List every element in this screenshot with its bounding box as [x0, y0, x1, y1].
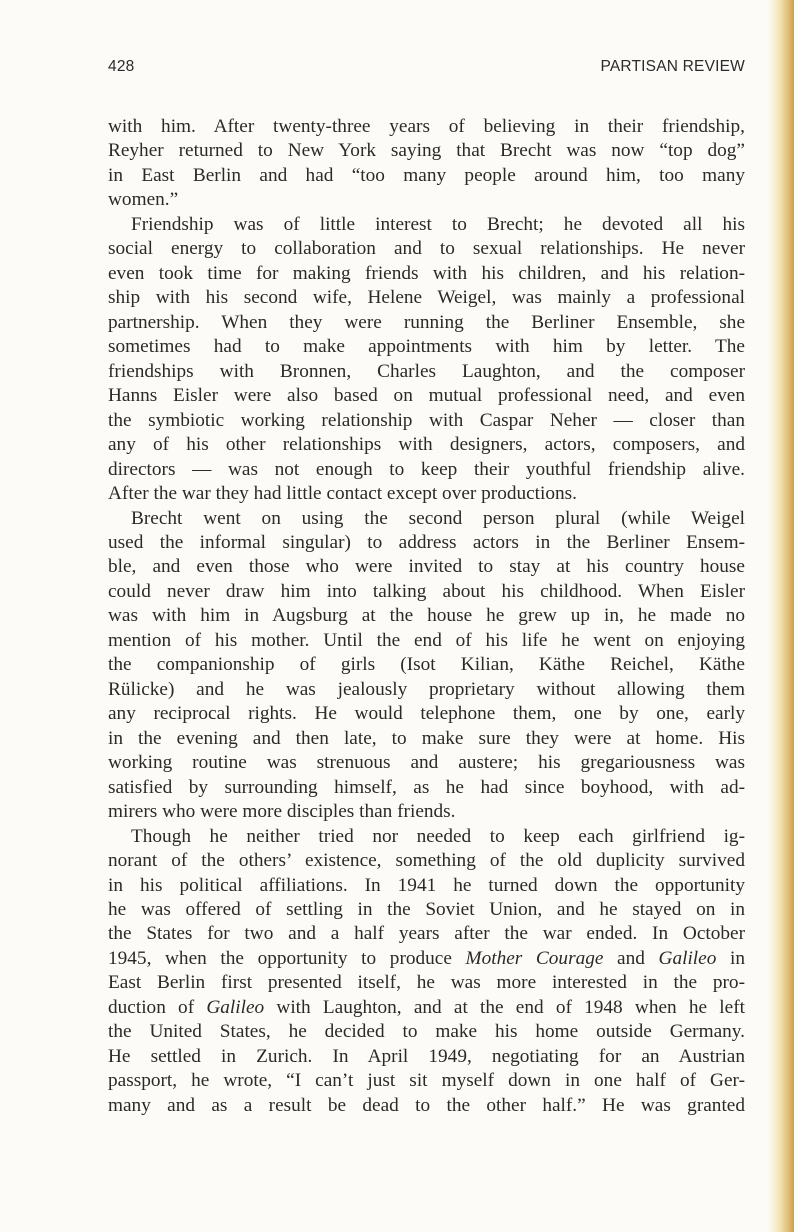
text-line: [108, 776, 745, 800]
text-line: [108, 311, 745, 335]
text-line: [108, 115, 745, 139]
text-run: 1945, when the opportunity to produce: [108, 947, 466, 969]
italic-title: Galileo: [658, 947, 717, 969]
text-line: [108, 629, 745, 653]
running-title: PARTISAN REVIEW: [600, 58, 745, 75]
text-line: [108, 458, 745, 482]
text-line: [108, 1045, 745, 1069]
text-run: in the evening and then late, to make sure they were at home. His: [108, 727, 745, 749]
text-line: [108, 874, 745, 898]
paragraph: [108, 115, 745, 213]
text-run: duction of: [108, 996, 207, 1018]
text-run: in his political affiliations. In 1941 he turned down the opportunity: [108, 874, 745, 896]
text-line: [108, 286, 745, 310]
text-line: [108, 727, 745, 751]
text-line: [108, 825, 745, 849]
text-line: [108, 213, 745, 237]
text-line: [108, 531, 745, 555]
text-run: in East Berlin and had “too many people around him, too many: [108, 164, 745, 186]
text-run: the companionship of girls (Isot Kilian, Käthe Reichel, Käthe: [108, 654, 745, 676]
text-run: social energy to collaboration and to sexual relationships. He never: [108, 238, 745, 260]
text-run: could never draw him into talking about his childhood. When Eisler: [108, 580, 745, 602]
text-line: [108, 409, 745, 433]
text-line: [108, 139, 745, 163]
text-run: was with him in Augsburg at the house he grew up in, he made no: [108, 605, 745, 627]
text-line: [108, 1094, 745, 1118]
text-line: [108, 971, 745, 995]
text-run: and: [603, 947, 659, 969]
text-run: women.”: [108, 189, 179, 211]
text-line: [108, 751, 745, 775]
text-run: used the informal singular) to address actors in the Berliner Ensem-: [108, 531, 745, 553]
text-run: passport, he wrote, “I can’t just sit myself down in one half of Ger-: [108, 1070, 745, 1092]
text-line: [108, 1069, 745, 1093]
text-run: Brecht went on using the second person plural (while Weigel: [131, 507, 745, 529]
text-run: Though he neither tried nor needed to keep each girlfriend ig-: [131, 825, 745, 847]
text-line: [108, 849, 745, 873]
text-line: [108, 482, 745, 506]
text-run: partnership. When they were running the Berliner Ensemble, she: [108, 311, 745, 333]
text-run: the symbiotic working relationship with Caspar Neher — closer than: [108, 409, 745, 431]
text-run: Friendship was of little interest to Brecht; he devoted all his: [131, 213, 745, 235]
text-line: [108, 653, 745, 677]
text-run: friendships with Bronnen, Charles Laughton, and the composer: [108, 360, 745, 382]
text-run: Reyher returned to New York saying that Brecht was now “top dog”: [108, 140, 745, 162]
text-run: any reciprocal rights. He would telephone them, one by one, early: [108, 703, 745, 725]
text-run: Hanns Eisler were also based on mutual professional need, and even: [108, 385, 745, 407]
running-header: [108, 58, 745, 78]
text-run: After the war they had little contact except over productions.: [108, 483, 578, 505]
text-line: [108, 996, 745, 1020]
text-line: [108, 947, 745, 971]
text-line: [108, 237, 745, 261]
text-line: [108, 360, 745, 384]
text-line: [108, 702, 745, 726]
paragraph: [108, 825, 745, 1119]
text-run: sometimes had to make appointments with him by letter. The: [108, 336, 745, 358]
text-run: He settled in Zurich. In April 1949, negotiating for an Austrian: [108, 1045, 745, 1067]
text-run: mirers who were more disciples than friends.: [108, 801, 456, 823]
text-run: any of his other relationships with designers, actors, composers, and: [108, 434, 745, 456]
text-run: ble, and even those who were invited to stay at his country house: [108, 556, 745, 578]
text-run: he was offered of settling in the Soviet Union, and he stayed on in: [108, 899, 745, 920]
italic-title: Galileo: [206, 996, 265, 1018]
text-line: [108, 800, 745, 824]
paragraph: [108, 507, 745, 825]
text-line: [108, 580, 745, 604]
text-run: in: [716, 947, 745, 969]
text-run: directors — was not enough to keep their youthful friendship alive.: [108, 458, 745, 480]
text-run: even took time for making friends with his children, and his relation-: [108, 262, 745, 284]
text-run: with him. After twenty-three years of believing in their friendship,: [108, 116, 745, 137]
text-run: the States for two and a half years after the war ended. In October: [108, 923, 745, 945]
page-edge-shadow: [768, 0, 794, 1232]
text-run: with Laughton, and at the end of 1948 when he left: [264, 996, 745, 1018]
text-run: norant of the others’ existence, something of the old duplicity survived: [108, 850, 745, 872]
text-line: [108, 433, 745, 457]
text-line: [108, 164, 745, 188]
text-run: working routine was strenuous and austere; his gregariousness was: [108, 752, 745, 774]
page-number: 428: [108, 58, 135, 75]
text-line: [108, 555, 745, 579]
italic-title: Mother Courage: [465, 947, 604, 969]
text-run: mention of his mother. Until the end of his life he went on enjoying: [108, 629, 745, 651]
text-line: [108, 384, 745, 408]
text-run: ship with his second wife, Helene Weigel, was mainly a professional: [108, 287, 745, 309]
article-body: [108, 115, 745, 1118]
text-line: [108, 678, 745, 702]
text-line: [108, 507, 745, 531]
text-run: Rülicke) and he was jealously proprietary without allowing them: [108, 678, 745, 700]
text-run: many and as a result be dead to the other half.” He was granted: [108, 1094, 745, 1116]
text-run: East Berlin first presented itself, he was more interested in the pro-: [108, 972, 745, 994]
text-line: [108, 262, 745, 286]
text-line: [108, 898, 745, 922]
text-line: [108, 335, 745, 359]
paragraph: [108, 213, 745, 507]
text-line: [108, 1020, 745, 1044]
text-line: [108, 604, 745, 628]
text-line: [108, 922, 745, 946]
text-run: the United States, he decided to make his home outside Germany.: [108, 1021, 745, 1043]
text-run: satisfied by surrounding himself, as he had since boyhood, with ad-: [108, 776, 745, 798]
text-line: [108, 188, 745, 212]
